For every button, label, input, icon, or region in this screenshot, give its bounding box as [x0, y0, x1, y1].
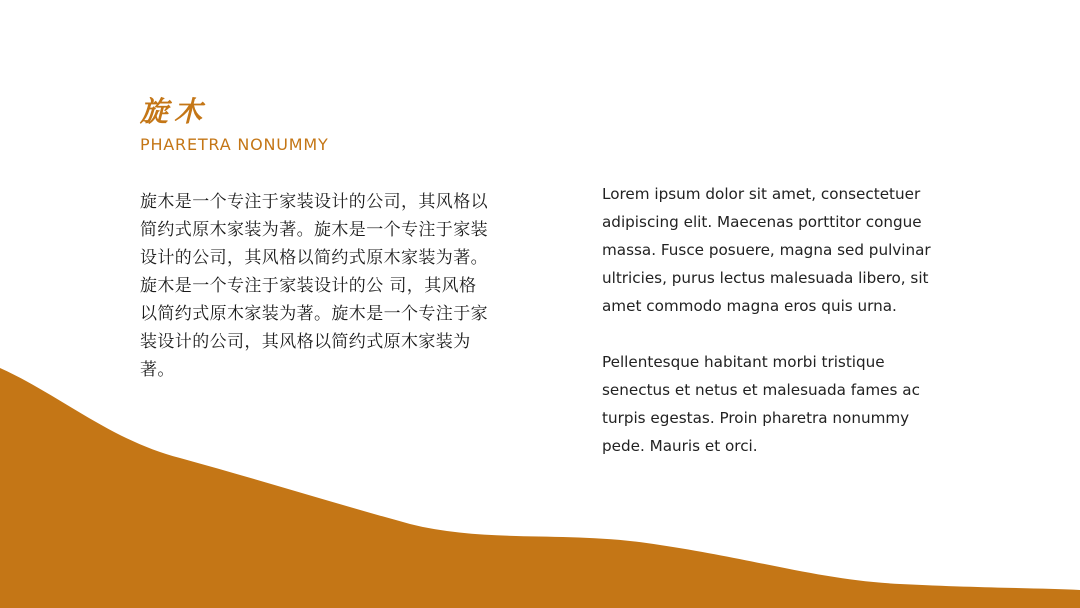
english-paragraph-2: Pellentesque habitant morbi tristique senectus et netus et malesuada fames ac turpis egestas. Proin pharetra nonummy pede. Mauris et orci. — [602, 353, 920, 455]
page-subtitle: PHARETRA NONUMMY — [140, 135, 329, 154]
english-text-block — [602, 180, 942, 460]
english-paragraph-1: Lorem ipsum dolor sit amet, consectetuer adipiscing elit. Maecenas porttitor congue massa. Fusce posuere, magna sed pulvinar ultricies, purus lectus malesuada libero, sit amet commodo magna eros quis urna. — [602, 185, 931, 315]
page-title: 旋木 — [140, 95, 209, 128]
chinese-body-text: 旋木是一个专注于家装设计的公司，其风格以简约式原木家装为著。旋木是一个专注于家装设计的公司，其风格以简约式原木家装为著。旋木是一个专注于家装设计的公 司，其风格以简约式原木家装为著。旋木是一个专注于家装设计的公司，其风格以简约式原木家装为著。 — [140, 192, 488, 380]
